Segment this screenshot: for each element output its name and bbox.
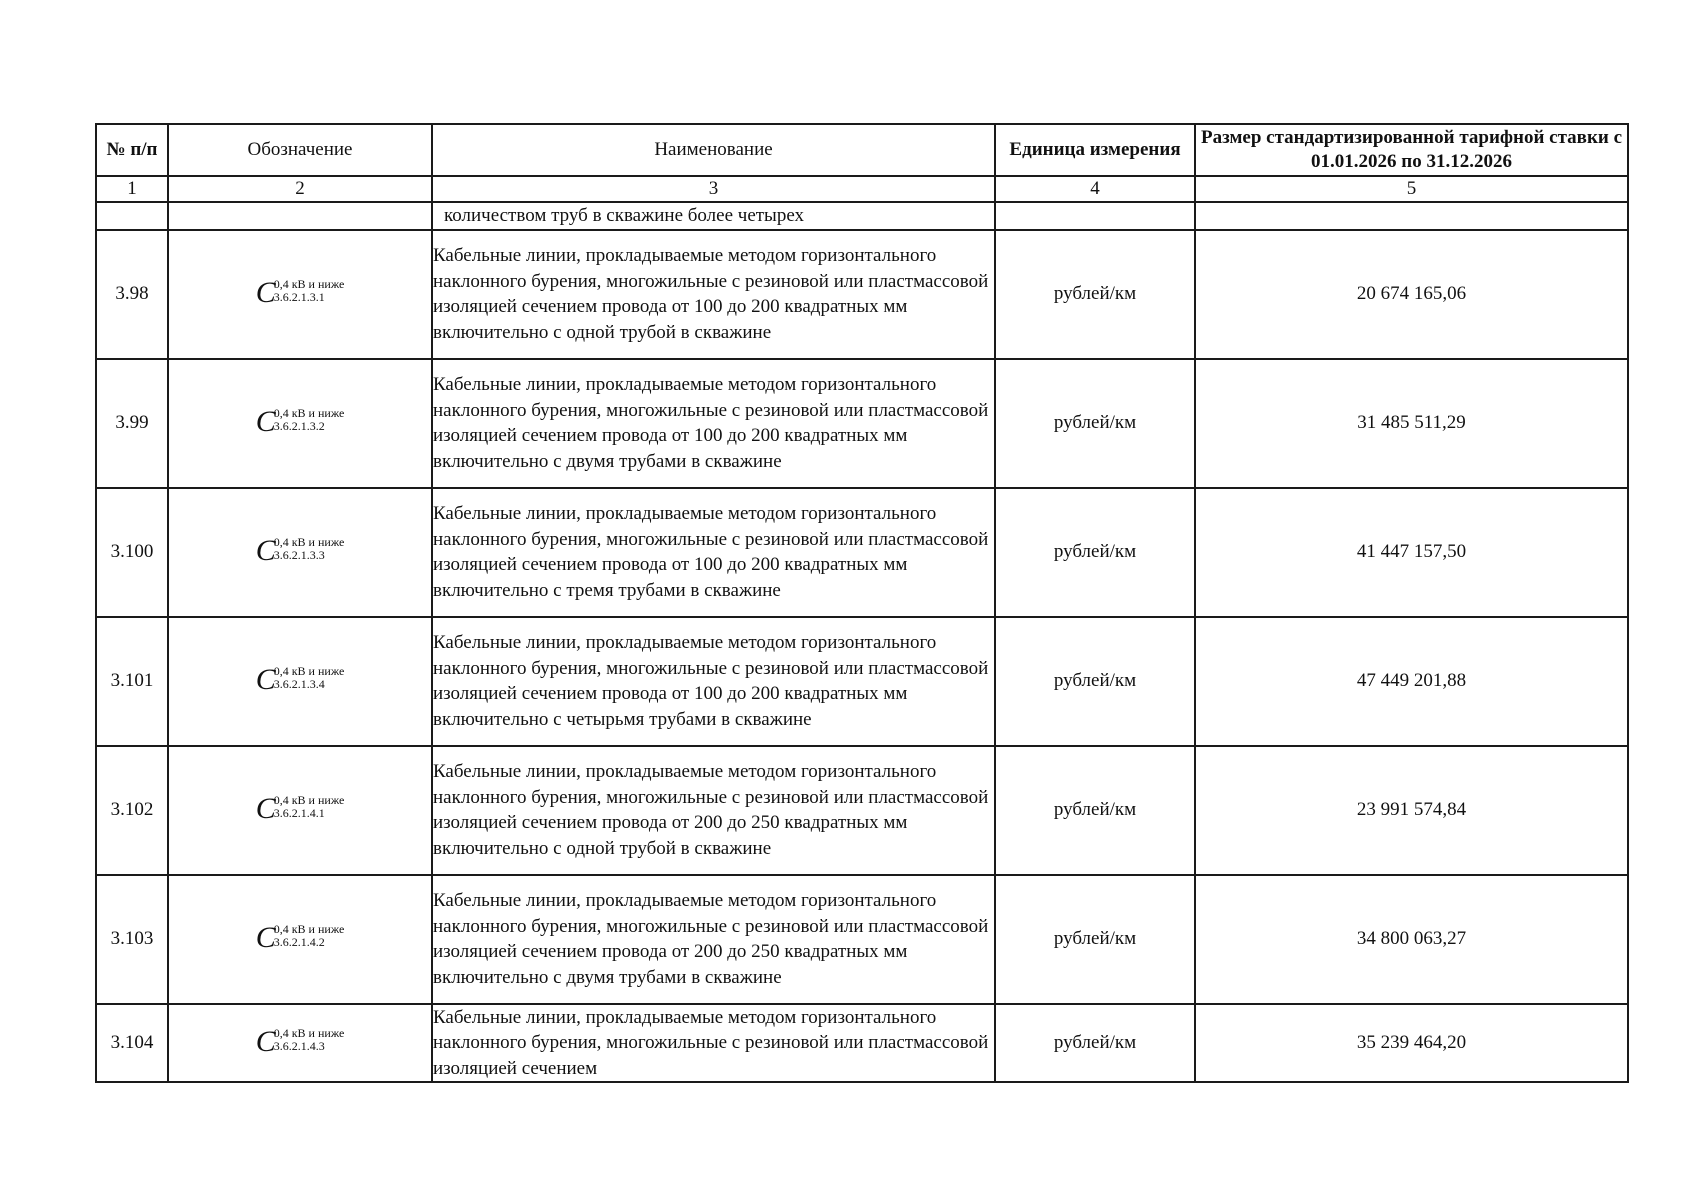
row-unit-text: рублей/км	[1053, 283, 1137, 305]
empty-cell	[168, 202, 432, 230]
row-name-text: Кабельные линии, прокладываемые методом горизонтального наклонного бурения, многожильные с резиновой или пластмассовой изоляцией сечением провода от 100 до 200 квадратных мм включительно с тремя трубами в скважине	[433, 503, 989, 601]
row-number	[96, 230, 168, 359]
row-symbol-text: C	[255, 1024, 276, 1058]
row-number	[96, 1004, 168, 1082]
row-sup-text: 0,4 кВ и ниже	[273, 793, 345, 808]
row-rate-text: 41 447 157,50	[1356, 541, 1467, 563]
row-number	[96, 359, 168, 488]
tariff-symbol	[256, 923, 345, 953]
row-sup-text: 0,4 кВ и ниже	[273, 535, 345, 550]
row-name-text: Кабельные линии, прокладываемые методом горизонтального наклонного бурения, многожильные с резиновой или пластмассовой изоляцией сечением провода от 100 до 200 квадратных мм включительно с одной трубой в скважине	[433, 245, 989, 343]
row-num-text: 3.98	[115, 283, 149, 305]
row-name-text: Кабельные линии, прокладываемые методом горизонтального наклонного бурения, многожильные с резиновой или пластмассовой изоляцией сечением провода от 200 до 250 квадратных мм включительно с двумя трубами в скважине	[433, 890, 989, 988]
header-num: № п/п	[96, 124, 168, 176]
row-name-text: Кабельные линии, прокладываемые методом горизонтального наклонного бурения, многожильные с резиновой или пластмассовой изоляцией сечением провода от 100 до 200 квадратных мм включительно с двумя трубами в скважине	[433, 374, 989, 472]
header-name: Наименование	[432, 124, 995, 176]
row-rate	[1195, 359, 1628, 488]
row-designation	[168, 230, 432, 359]
row-designation	[168, 359, 432, 488]
row-designation	[168, 746, 432, 875]
row-num-text: 3.104	[110, 1031, 154, 1053]
row-rate	[1195, 746, 1628, 875]
table-row	[96, 875, 1628, 1004]
column-number: 5	[1195, 176, 1628, 202]
column-number: 4	[995, 176, 1195, 202]
row-name-text: Кабельные линии, прокладываемые методом горизонтального наклонного бурения, многожильные с резиновой или пластмассовой изоляцией сечением провода от 100 до 200 квадратных мм включительно с четырьмя трубами в скважине	[433, 632, 989, 730]
row-name	[432, 359, 995, 488]
row-unit	[995, 617, 1195, 746]
row-rate-text: 31 485 511,29	[1357, 412, 1466, 434]
column-number: 1	[96, 176, 168, 202]
tariff-symbol	[256, 407, 345, 437]
row-num-text: 3.102	[110, 799, 154, 821]
row-rate-text: 34 800 063,27	[1356, 928, 1467, 950]
row-symbol-text: C	[255, 792, 276, 826]
row-designation	[168, 875, 432, 1004]
row-unit	[995, 875, 1195, 1004]
row-unit	[995, 359, 1195, 488]
row-name	[432, 617, 995, 746]
empty-cell	[1195, 202, 1628, 230]
row-unit	[995, 488, 1195, 617]
row-rate	[1195, 875, 1628, 1004]
table-row	[96, 230, 1628, 359]
row-name	[432, 488, 995, 617]
row-name-text: Кабельные линии, прокладываемые методом горизонтального наклонного бурения, многожильные с резиновой или пластмассовой изоляцией сечением	[433, 1006, 989, 1079]
row-sub-text: 3.6.2.1.3.3	[273, 548, 325, 563]
row-num-text: 3.101	[110, 670, 154, 692]
row-num-text: 3.99	[115, 412, 149, 434]
row-rate	[1195, 488, 1628, 617]
tariff-symbol	[256, 536, 345, 566]
header-code: Обозначение	[168, 124, 432, 176]
row-rate-text: 35 239 464,20	[1356, 1031, 1467, 1053]
row-sub-text: 3.6.2.1.4.2	[273, 935, 325, 950]
row-name	[432, 230, 995, 359]
row-rate	[1195, 1004, 1628, 1082]
empty-cell	[96, 202, 168, 230]
row-rate-text: 23 991 574,84	[1356, 799, 1467, 821]
row-unit-text: рублей/км	[1053, 412, 1137, 434]
tariff-symbol	[256, 794, 345, 824]
row-name	[432, 746, 995, 875]
continuation-row	[96, 202, 1628, 230]
row-sub-text: 3.6.2.1.4.1	[273, 806, 325, 821]
table-header-row	[96, 124, 1628, 176]
row-unit-text: рублей/км	[1053, 1031, 1137, 1053]
row-name-text: Кабельные линии, прокладываемые методом горизонтального наклонного бурения, многожильные с резиновой или пластмассовой изоляцией сечением провода от 200 до 250 квадратных мм включительно с одной трубой в скважине	[433, 761, 989, 859]
row-unit-text: рублей/км	[1053, 928, 1137, 950]
table-row	[96, 617, 1628, 746]
tariff-table	[95, 123, 1629, 1083]
row-num-text: 3.103	[110, 928, 154, 950]
row-number	[96, 746, 168, 875]
row-rate-text: 47 449 201,88	[1356, 670, 1467, 692]
row-rate	[1195, 617, 1628, 746]
table-row	[96, 1004, 1628, 1082]
row-name	[432, 1004, 995, 1082]
row-symbol-text: C	[255, 921, 276, 955]
tariff-symbol	[256, 278, 345, 308]
row-sup-text: 0,4 кВ и ниже	[273, 406, 345, 421]
row-designation	[168, 488, 432, 617]
row-rate	[1195, 230, 1628, 359]
row-designation	[168, 617, 432, 746]
empty-cell	[995, 202, 1195, 230]
row-symbol-text: C	[255, 276, 276, 310]
column-number-row	[96, 176, 1628, 202]
row-sub-text: 3.6.2.1.4.3	[273, 1038, 325, 1053]
row-unit-text: рублей/км	[1053, 799, 1137, 821]
row-num-text: 3.100	[110, 541, 154, 563]
table-row	[96, 488, 1628, 617]
tariff-symbol	[255, 1024, 345, 1058]
table-row	[96, 359, 1628, 488]
continuation-text: количеством труб в скважине более четырех	[432, 202, 995, 230]
row-symbol-text: C	[255, 405, 276, 439]
row-unit	[995, 1004, 1195, 1082]
row-symbol-text: C	[255, 534, 276, 568]
row-sup-text: 0,4 кВ и ниже	[273, 922, 345, 937]
row-unit-text: рублей/км	[1053, 541, 1137, 563]
row-sub-text: 3.6.2.1.3.1	[273, 290, 325, 305]
row-unit-text: рублей/км	[1053, 670, 1137, 692]
row-sub-text: 3.6.2.1.3.2	[273, 419, 325, 434]
row-name	[432, 875, 995, 1004]
row-number	[96, 488, 168, 617]
tariff-symbol	[256, 665, 345, 695]
row-sup-text: 0,4 кВ и ниже	[273, 277, 345, 292]
table-row	[96, 746, 1628, 875]
column-number: 3	[432, 176, 995, 202]
header-unit: Единица измерения	[995, 124, 1195, 176]
row-number	[96, 875, 168, 1004]
row-unit	[995, 230, 1195, 359]
row-unit	[995, 746, 1195, 875]
row-sup-text: 0,4 кВ и ниже	[273, 1025, 345, 1040]
row-rate-text: 20 674 165,06	[1356, 283, 1467, 305]
header-rate: Размер стандартизированной тарифной ставки с 01.01.2026 по 31.12.2026	[1195, 124, 1628, 176]
row-symbol-text: C	[255, 663, 276, 697]
column-number: 2	[168, 176, 432, 202]
row-number	[96, 617, 168, 746]
row-sup-text: 0,4 кВ и ниже	[273, 664, 345, 679]
row-designation	[168, 1004, 432, 1082]
row-sub-text: 3.6.2.1.3.4	[273, 677, 325, 692]
